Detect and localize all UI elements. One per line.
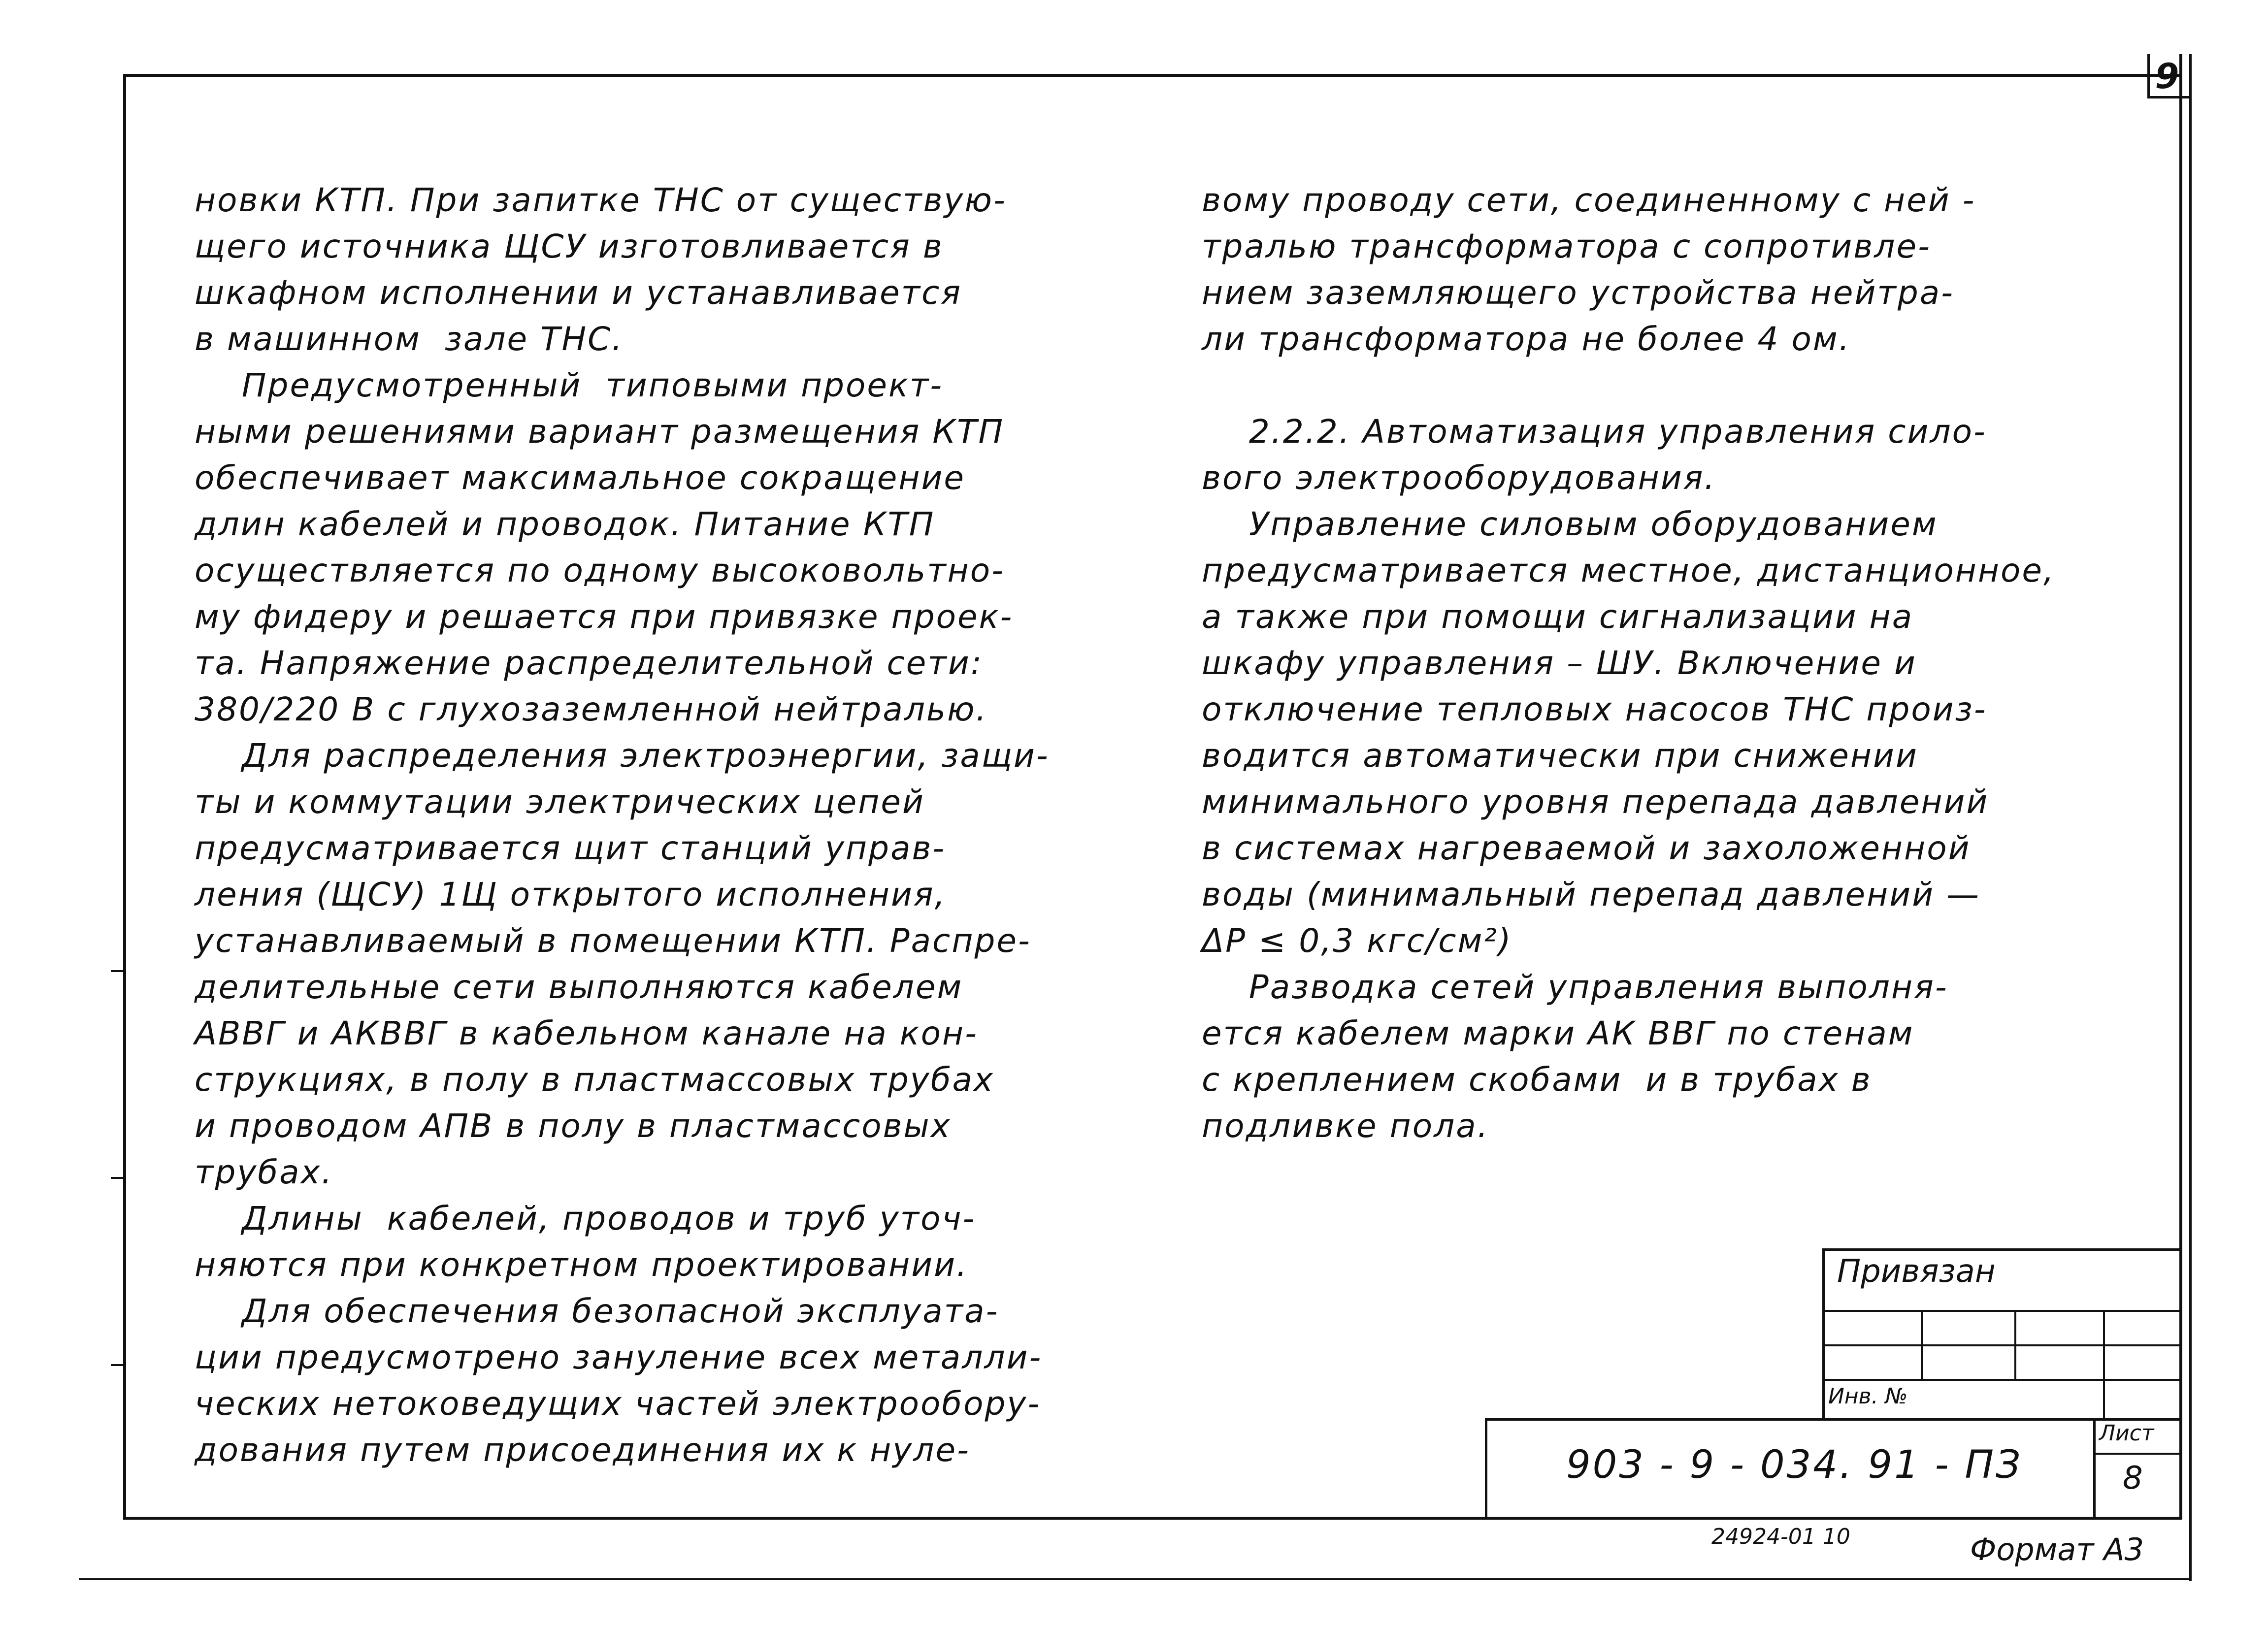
right-column-line: минимального уровня перепада давлений — [1202, 783, 1989, 821]
page-edge-bottom — [79, 1578, 2192, 1580]
left-column-line: Для обеспечения безопасной эксплуата- — [195, 1292, 999, 1330]
left-column-line: ными решениями вариант размещения КТП — [195, 413, 1005, 451]
left-column-line: шкафном исполнении и устанавливается — [195, 274, 962, 312]
margin-tick — [111, 1177, 125, 1179]
left-column-line: АВВГ и АКВВГ в кабельном канале на кон- — [195, 1014, 978, 1052]
stamp-left-upper — [1822, 1248, 1825, 1418]
left-column-line: та. Напряжение распределительной сети: — [195, 644, 983, 682]
left-column-line: Длины кабелей, проводов и труб уточ- — [195, 1200, 976, 1238]
right-column-line — [1202, 362, 2055, 409]
right-column-line: водится автоматически при снижении — [1202, 737, 1918, 775]
right-column-line: ли трансформатора не более 4 ом. — [1202, 320, 1851, 358]
right-column-line: нием заземляющего устройства нейтра- — [1202, 274, 1954, 312]
left-column-line: обеспечивает максимальное сокращение — [195, 459, 965, 497]
right-column-line: 2.2.2. Автоматизация управления сило- — [1202, 413, 1987, 451]
left-column-line: Предусмотренный типовыми проект- — [195, 366, 944, 404]
page-number: 9 — [2155, 56, 2179, 97]
stamp-designation-left — [1485, 1418, 1487, 1519]
left-column-line: дования путем присоединения их к нуле- — [195, 1431, 970, 1469]
stamp-col-3 — [2103, 1310, 2105, 1421]
right-column-line: предусматривается местное, дистанционное, — [1202, 552, 2056, 589]
stamp-privyazan-label: Привязан — [1837, 1253, 1996, 1290]
left-column-line: новки КТП. При запитке ТНС от существую- — [195, 181, 1007, 219]
stamp-col-2 — [2014, 1310, 2016, 1379]
right-column-line: Разводка сетей управления выполня- — [1202, 968, 1948, 1006]
stamp-col-1 — [1921, 1310, 1923, 1379]
frame-left — [123, 74, 126, 1519]
left-column-line: Для распределения электроэнергии, защи- — [195, 737, 1050, 775]
left-column-line: в машинном зале ТНС. — [195, 320, 624, 358]
stamp-sheet-value: 8 — [2123, 1460, 2143, 1497]
right-column-line: вому проводу сети, соединенному с ней - — [1202, 181, 1976, 219]
stamp-inv-label: Инв. № — [1828, 1384, 1908, 1409]
stamp-designation-top — [1485, 1418, 2182, 1421]
right-text-column — [1202, 177, 2055, 1149]
right-column-line: ется кабелем марки АК ВВГ по стенам — [1202, 1014, 1914, 1052]
frame-bottom — [123, 1517, 2182, 1520]
frame-right-outer — [2189, 54, 2192, 1581]
left-column-line: струкциях, в полу в пластмассовых трубах — [195, 1061, 994, 1099]
margin-tick — [111, 1364, 125, 1366]
right-column-line: с креплением скобами и в трубах в — [1202, 1061, 1872, 1099]
stamp-designation: 903 - 9 - 034. 91 - ПЗ — [1566, 1443, 2023, 1487]
right-column-line: Управление силовым оборудованием — [1202, 505, 1938, 543]
right-column-line: тралью трансформатора с сопротивле- — [1202, 228, 1931, 265]
stamp-row-2 — [1822, 1344, 2182, 1346]
left-text-column — [195, 177, 1050, 1473]
right-column-line: отключение тепловых насосов ТНС произ- — [1202, 690, 1987, 728]
archive-number: 24924-01 10 — [1711, 1524, 1850, 1549]
left-column-line: му фидеру и решается при привязке проек- — [195, 598, 1014, 636]
right-column-line: вого электрооборудования. — [1202, 459, 1716, 497]
left-column-line: длин кабелей и проводок. Питание КТП — [195, 505, 935, 543]
left-column-line: предусматривается щит станций управ- — [195, 829, 946, 867]
left-column-line: осуществляется по одному высоковольтно- — [195, 552, 1005, 589]
right-column-line: подливке пола. — [1202, 1107, 1489, 1145]
left-column-line: устанавливаемый в помещении КТП. Распре- — [195, 922, 1031, 960]
left-column-line: ты и коммутации электрических цепей — [195, 783, 925, 821]
margin-tick — [111, 970, 125, 972]
format-label: Формат А3 — [1970, 1531, 2144, 1567]
stamp-row-3 — [1822, 1379, 2182, 1381]
right-column-line: воды (минимальный перепад давлений — — [1202, 876, 1981, 913]
stamp-top — [1822, 1248, 2182, 1251]
left-column-line: и проводом АПВ в полу в пластмассовых — [195, 1107, 952, 1145]
frame-right — [2179, 54, 2182, 1519]
left-column-line: ции предусмотрено зануление всех металли- — [195, 1338, 1043, 1376]
stamp-sheet-label: Лист — [2099, 1421, 2154, 1446]
left-column-line: трубах. — [195, 1153, 333, 1191]
stamp-sheet-mid — [2093, 1453, 2182, 1455]
stamp-sheet-left — [2093, 1418, 2096, 1519]
left-column-line: ческих нетоковедущих частей электрообору- — [195, 1385, 1041, 1423]
left-column-line: делительные сети выполняются кабелем — [195, 968, 963, 1006]
left-column-line: щего источника ЩСУ изготовливается в — [195, 228, 944, 265]
stamp-row-1 — [1822, 1310, 2182, 1312]
right-column-line: а также при помощи сигнализации на — [1202, 598, 1914, 636]
left-column-line: 380/220 В с глухозаземленной нейтралью. — [195, 690, 988, 728]
right-column-line: в системах нагреваемой и захоложенной — [1202, 829, 1971, 867]
left-column-line: няются при конкретном проектировании. — [195, 1246, 969, 1284]
frame-top — [123, 74, 2182, 77]
right-column-line: ΔP ≤ 0,3 кгс/см²) — [1202, 922, 1512, 960]
right-column-line: шкафу управления – ШУ. Включение и — [1202, 644, 1917, 682]
left-column-line: ления (ЩСУ) 1Щ открытого исполнения, — [195, 876, 947, 913]
